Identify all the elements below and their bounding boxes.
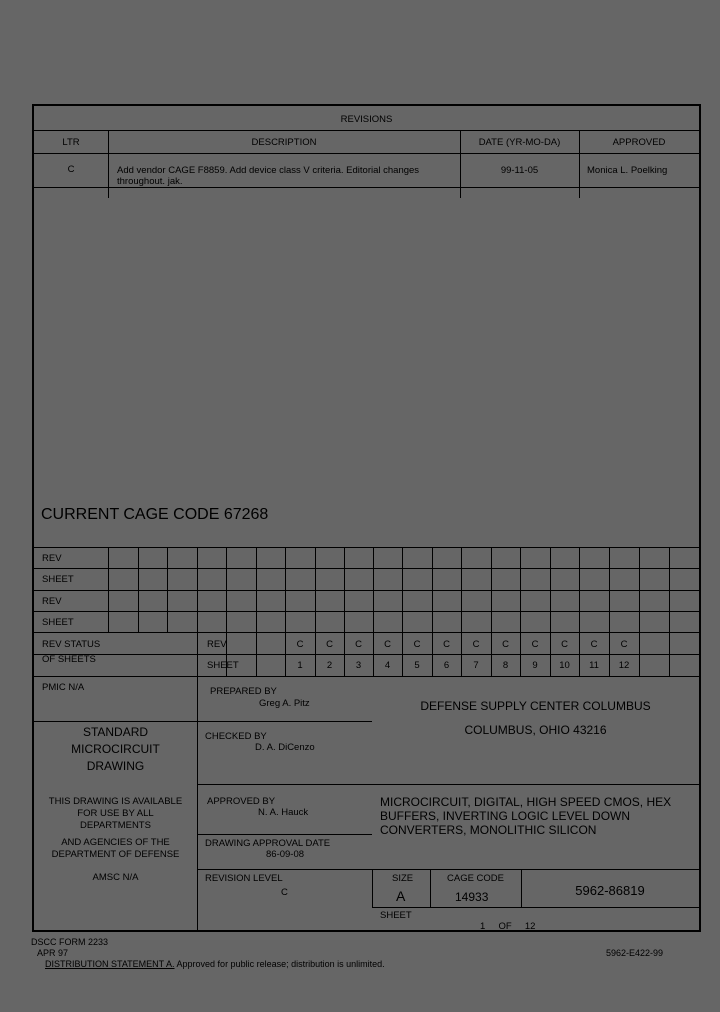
sheet-of: 1 OF 12 [480,921,536,932]
sheet-cell: 9 [532,660,538,671]
rev-cell: C [531,639,539,650]
sheet-label: SHEET [380,910,412,921]
form-line2: APR 97 [37,948,69,958]
rev-cell: C [355,639,362,650]
rev-cell: C [590,639,598,650]
size-label: SIZE [392,873,414,884]
col-ltr: LTR [62,137,80,148]
revision-date: 99-11-05 [500,165,539,176]
approval-date-label: DRAWING APPROVAL DATE [205,838,331,849]
sheet-cell: 7 [473,660,479,671]
grid-row-rev-1: REV [42,553,62,564]
prepared-by: Greg A. Pitz [259,698,310,709]
rev-cell: C [502,639,509,650]
dscc-line1: DEFENSE SUPPLY CENTER COLUMBUS [420,699,651,713]
grid-row-sheet-2: SHEET [42,617,74,628]
approved-by: N. A. Hauck [258,807,309,818]
rev-cell: C [443,639,450,650]
prepared-by-label: PREPARED BY [210,686,277,697]
drawing-number: 5962-86819 [575,883,645,898]
distribution-text: Approved for public release; distribution is unlimited. [176,959,385,969]
approved-by-label: APPROVED BY [207,796,276,807]
rev-cell: C [472,639,480,650]
title-line3: CONVERTERS, MONOLITHIC SILICON [380,823,597,837]
revision-description-line2: throughout. jak. [117,176,183,187]
col-date: DATE (YR-MO-DA) [478,137,561,148]
rev-cell: C [384,639,391,650]
sheet-cell: 10 [559,660,570,671]
rev-cell: C [326,639,333,650]
rev-row-label: REV [207,639,227,650]
rev-cell: C [561,639,568,650]
grid-row-sheet-1: SHEET [42,574,74,585]
current-cage-code: CURRENT CAGE CODE 67268 [41,506,269,523]
cage-code-value: 14933 [455,890,489,904]
avail-line2: FOR USE BY ALL [77,808,154,819]
revision-ltr: C [67,164,75,175]
checked-by-label: CHECKED BY [205,731,267,742]
revision-level-label: REVISION LEVEL [205,873,283,884]
cage-code-label: CAGE CODE [447,873,505,884]
revisions-header: REVISIONS [340,114,393,125]
col-approved: APPROVED [612,137,666,148]
revision-approved: Monica L. Poelking [587,165,668,176]
rev-cell: C [413,639,421,650]
title-line2: BUFFERS, INVERTING LOGIC LEVEL DOWN [380,809,631,823]
sheet-cell: 12 [618,660,630,671]
distribution-statement [45,959,385,969]
sheet-cell: 8 [502,660,509,671]
sheet-cell: 2 [326,660,333,671]
sheet-cell: 4 [384,660,391,671]
sheet-row-label: SHEET [207,660,239,671]
rev-cell: C [296,639,304,650]
form-line1: DSCC FORM 2233 [31,937,109,947]
standard-line3: DRAWING [86,759,145,773]
grid-row-rev-2: REV [42,596,62,607]
avail-line4: AND AGENCIES OF THE [61,837,170,848]
size-value: A [396,888,406,904]
revision-level: C [281,887,288,898]
rev-cell: C [620,639,628,650]
avail-line3: DEPARTMENTS [80,820,151,831]
avail-line5: DEPARTMENT OF DEFENSE [51,849,180,860]
dscc-line2: COLUMBUS, OHIO 43216 [464,723,607,737]
col-description: DESCRIPTION [251,137,317,148]
pmic: PMIC N/A [42,682,85,693]
of-sheets-label: OF SHEETS [42,654,96,665]
standard-line2: MICROCIRCUIT [71,742,160,756]
sheet-cell: 1 [297,660,303,671]
sheet-cell: 3 [355,660,362,671]
approval-date: 86-09-08 [266,849,305,860]
sheet-cell: 6 [443,660,450,671]
avail-line1: THIS DRAWING IS AVAILABLE [48,796,183,807]
revision-description-line1: Add vendor CAGE F8859. Add device class V criteria. Editorial changes [117,165,420,176]
doc-id: 5962-E422-99 [606,948,664,958]
title-line1: MICROCIRCUIT, DIGITAL, HIGH SPEED CMOS, HEX [380,795,672,809]
sheet-cell: 11 [589,660,599,671]
standard-line1: STANDARD [82,725,149,739]
rev-status-label: REV STATUS [42,639,101,650]
distribution-label: DISTRIBUTION STATEMENT A. [45,959,175,969]
checked-by: D. A. DiCenzo [255,742,315,753]
amsc: AMSC N/A [92,872,139,883]
sheet-cell: 5 [414,660,420,671]
